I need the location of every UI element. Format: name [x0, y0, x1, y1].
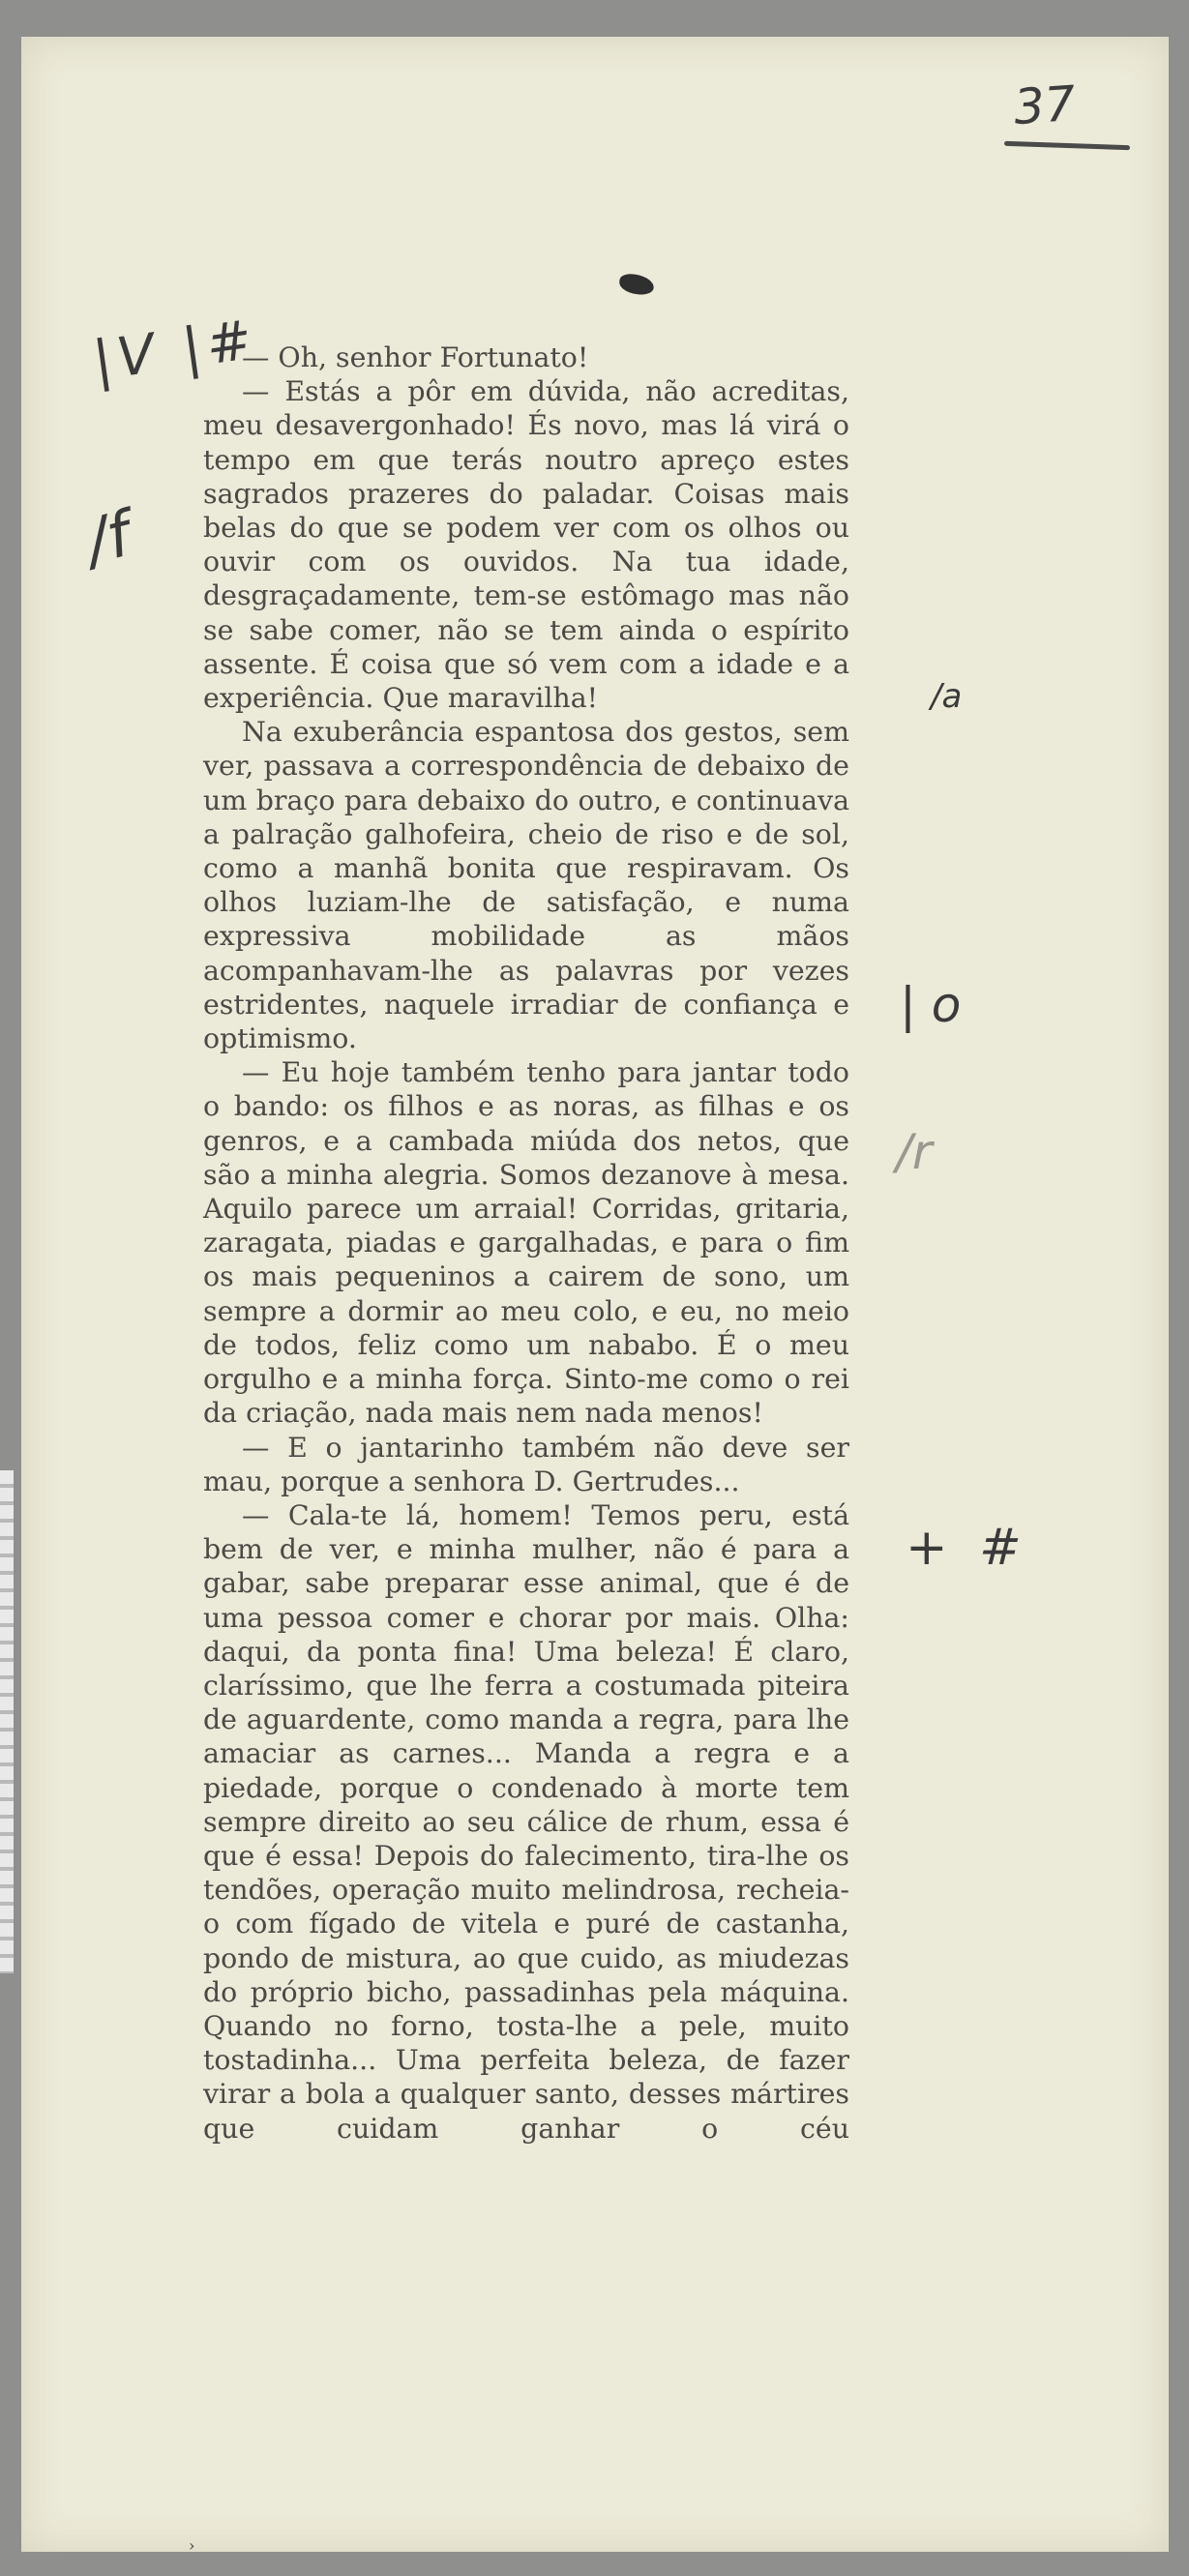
paragraph: Na exuberância espantosa dos gestos, sem ver, passava a correspondência de debaixo de um braço para debaixo do outro, e continuava a palração galhofeira, cheio de riso e de sol, como a manhã bonita que respiravam. Os olhos luziam-lhe de satisfação, e numa expressiva mobilidade as mãos acompanhavam-lhe as palavras por vezes estridentes, naquele irradiar de confiança e optimismo. — [203, 716, 849, 1055]
color-calibration-strip — [0, 1470, 14, 1973]
paragraph: — Oh, senhor Fortunato! — [242, 341, 589, 373]
paragraph: — Estás a pôr em dúvida, não acreditas, meu desavergonhado! És novo, mas lá virá o tempo em que terás noutro apreço estes sagrados prazeres do paladar. Coisas mais belas do que se podem ver com os olhos ou ouvir com os ouvidos. Na tua idade, desgraçadamente, tem-se estômago mas não se sabe comer, não se tem ainda o espírito assente. É coisa que só vem com a idade e a experiência. Que maravilha! — [203, 375, 849, 715]
body-text — [203, 341, 849, 2146]
margin-note-right-3: /r — [896, 1124, 933, 1180]
margin-note-right-1: /a — [931, 677, 963, 716]
page-number: 37 — [1012, 74, 1078, 136]
paragraph: — E o jantarinho também não deve ser mau, porque a senhora D. Gertrudes... — [203, 1431, 849, 1497]
paragraph: — Cala-te lá, homem! Temos peru, está bem de ver, e minha mulher, não é para a gabar, sabe preparar esse animal, que é de uma pessoa comer e chorar por mais. Olha: daqui, da ponta fina! Uma beleza! É claro, claríssimo, que lhe ferra a costumada piteira de aguardente, como manda a regra, para lhe amaciar as carnes... Manda a regra e a piedade, porque o condenado à morte tem sempre direito ao seu cálice de rhum, essa é que é essa! Depois do falecimento, tira-lhe os tendões, operação muito melindrosa, recheia-o com fígado de vitela e puré de castanha, pondo de mistura, ao que cuido, as miudezas do próprio bicho, passadinhas pela máquina. Quando no forno, tosta-lhe a pele, muito tostadinha... Uma perfeita beleza, de fazer virar a bola a qualquer santo, desses mártires que cuidam ganhar o céu — [203, 1498, 849, 2145]
margin-note-top-left: |V |# — [89, 308, 262, 394]
bottom-mark: › — [189, 2536, 195, 2555]
margin-note-left: /f — [78, 498, 138, 579]
margin-note-right-2: | o — [900, 977, 962, 1033]
paragraph: — Eu hoje também tenho para jantar todo o bando: os filhos e as noras, as filhas e os genros, e a cambada miúda dos netos, que são a minha alegria. Somos dezanove à mesa. Aquilo parece um arraial! Corridas, gritaria, zaragata, piadas e gargalhadas, e para o fim os mais pequeninos a cairem de sono, um sempre a dormir ao meu colo, e eu, no meio de todos, feliz como um nababo. É o meu orgulho e a minha força. Sinto-me como o rei da criação, nada mais nem nada menos! — [203, 1056, 849, 1430]
margin-note-right-4: + # — [906, 1519, 1029, 1577]
